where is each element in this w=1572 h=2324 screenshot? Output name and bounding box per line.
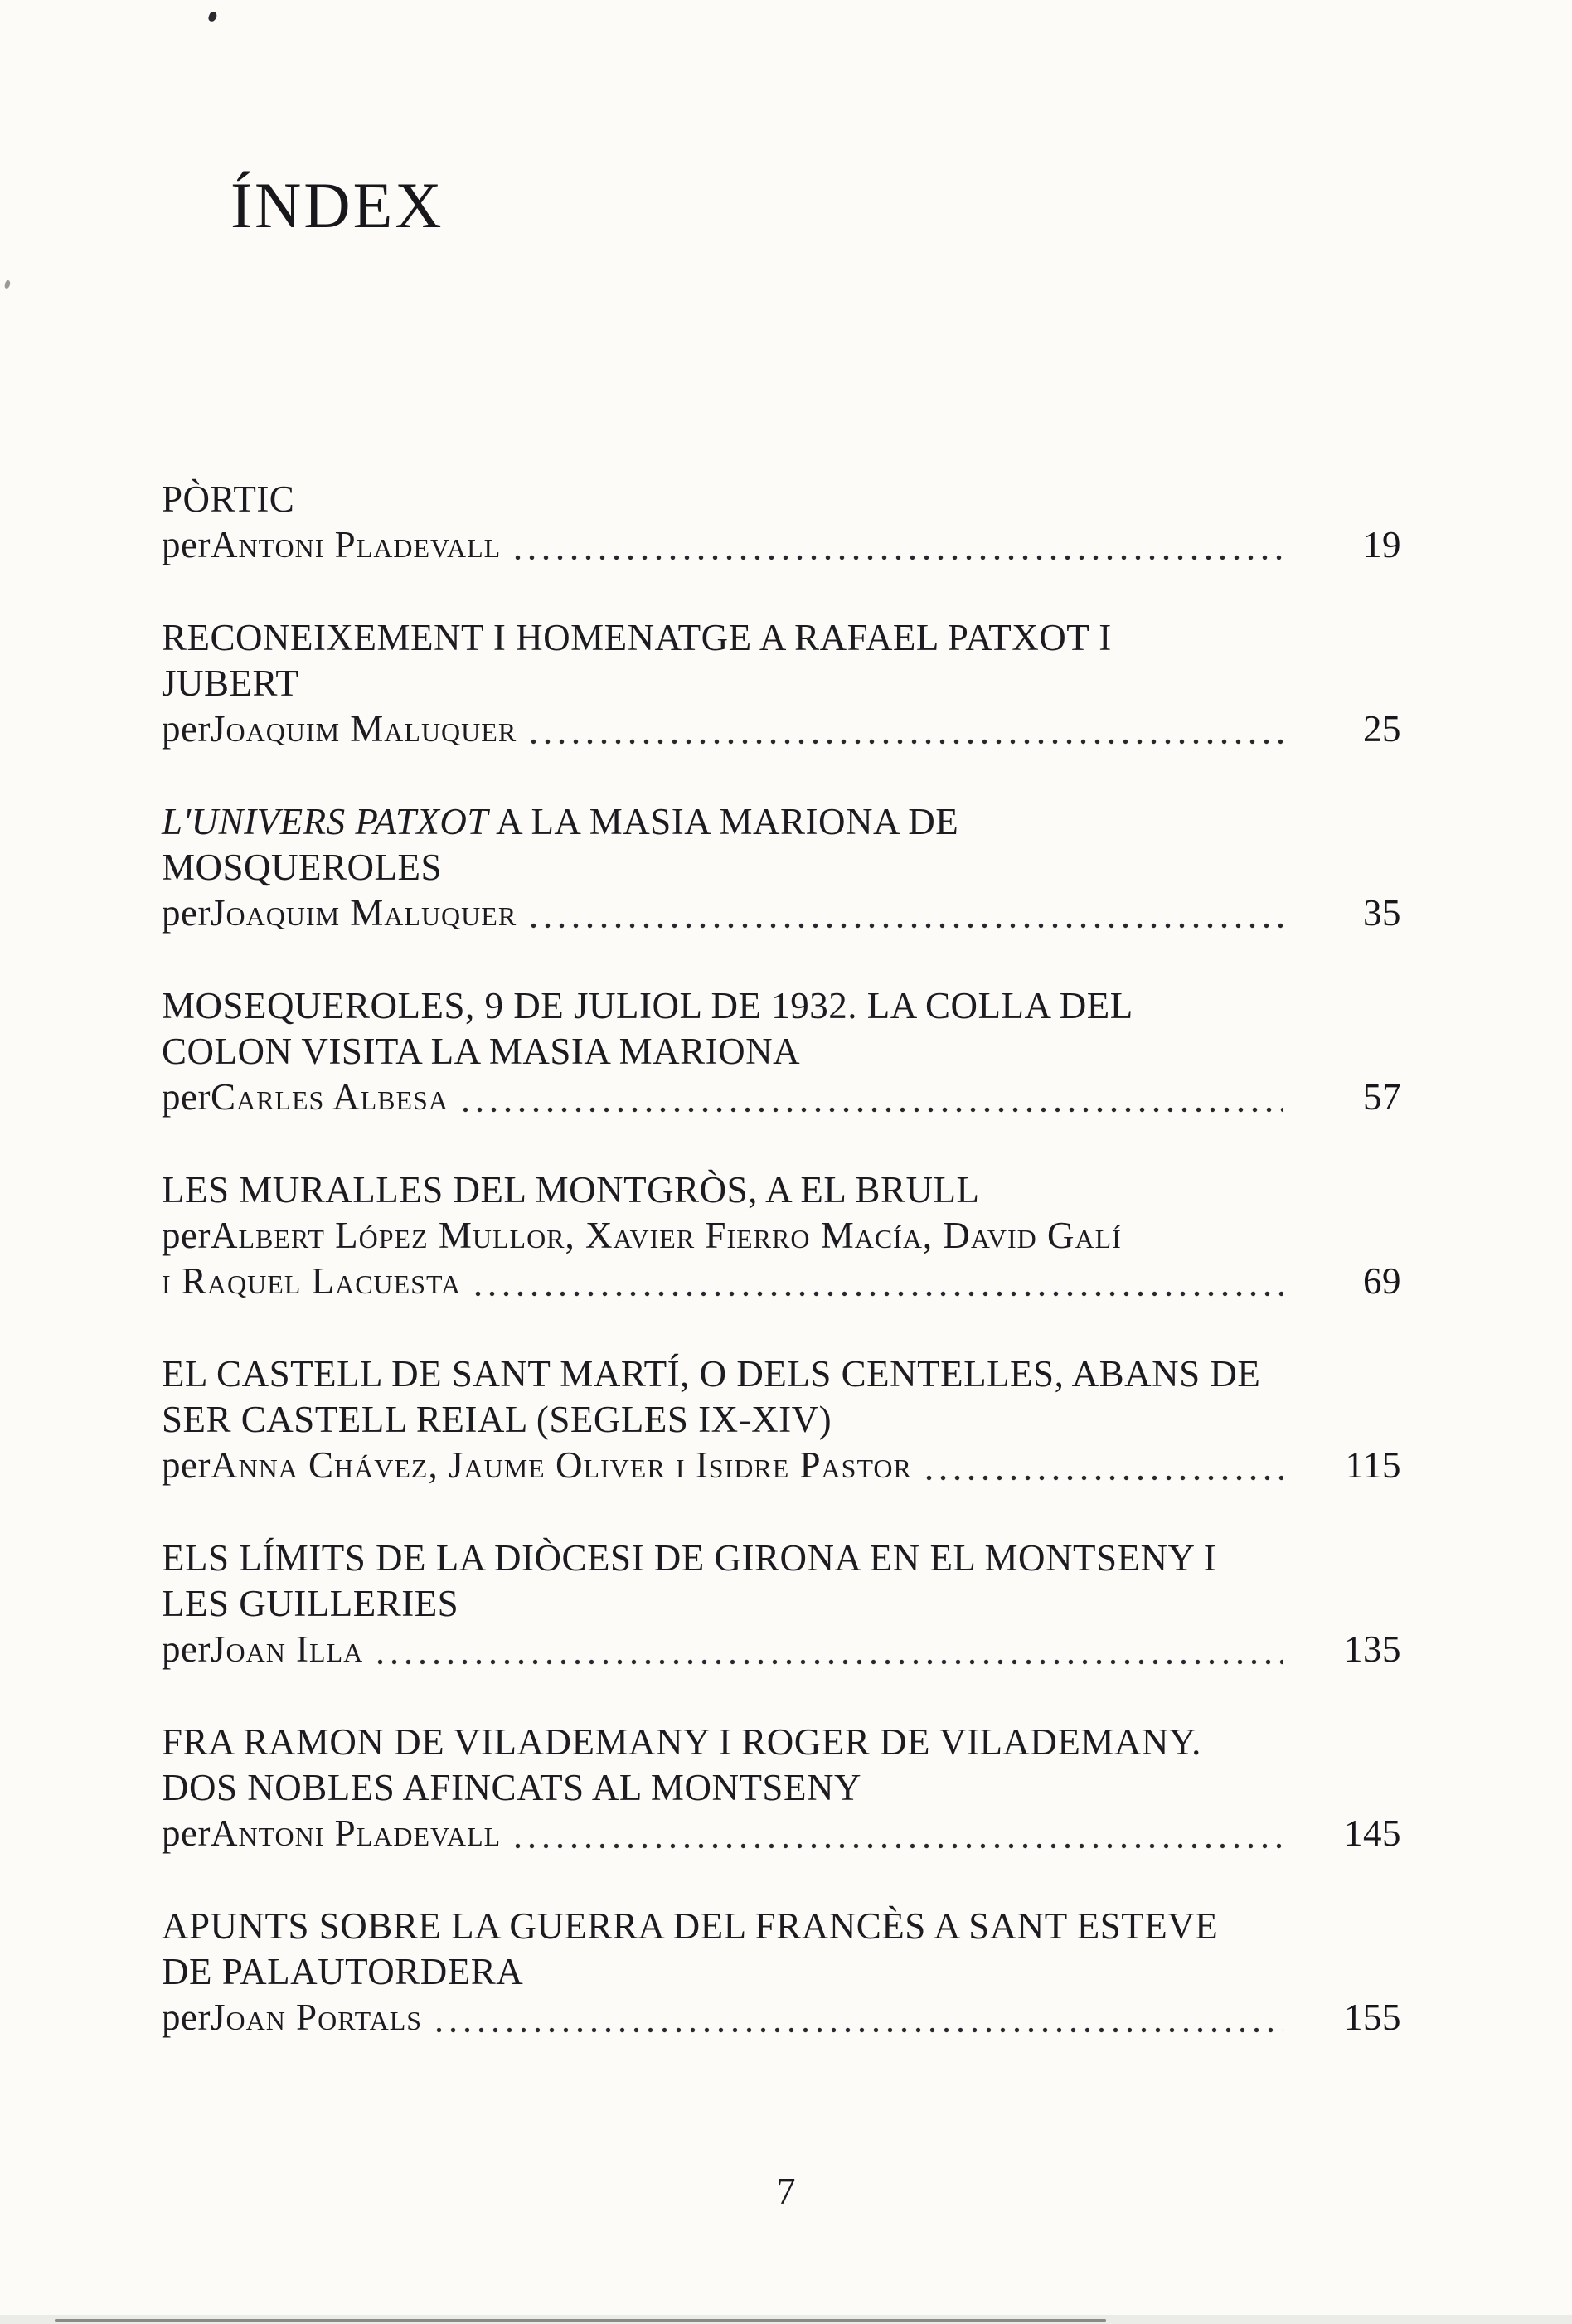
entry-title-text: DOS NOBLES AFINCATS AL MONTSENY [162,1767,861,1808]
toc-list [162,477,1401,2088]
entry-author-line [162,1075,1401,1120]
toc-entry [162,615,1401,752]
entry-title-text: APUNTS SOBRE LA GUERRA DEL FRANCÈS A SANT ESTEVE [162,1905,1219,1947]
entry-title-text: EL CASTELL DE SANT MARTÍ, O DELS CENTELLES, ABANS DE [162,1353,1261,1395]
entry-page-number: 69 [1363,1260,1401,1302]
entry-author-name: Albert López Mullor, Xavier Fierro Macía, David Galí [210,1215,1122,1256]
entry-author-name: Joaquim Maluquer [210,708,517,750]
toc-entry [162,1536,1401,1672]
entry-author-prefix: per [162,1444,211,1486]
entry-author-prefix: per [162,524,211,565]
entry-title-line [162,1720,1401,1765]
toc-entry [162,1904,1401,2040]
dot-leader [370,1627,1283,1672]
entry-author-name: Joan Illa [210,1628,364,1670]
toc-entry [162,477,1401,568]
entry-title-line [162,1581,1401,1627]
entry-page-number: 19 [1363,524,1401,565]
entry-page-number: 135 [1344,1628,1401,1670]
entry-title-text: SER CASTELL REIAL (SEGLES IX-XIV) [162,1399,832,1440]
entry-page-number: 57 [1363,1076,1401,1118]
entry-author-prefix: per [162,892,211,934]
entry-page-number: 115 [1345,1444,1401,1486]
entry-title-text: JUBERT [162,662,299,704]
entry-author-line [162,890,1401,936]
entry-author-prefix: per [162,1628,211,1670]
dot-leader [523,890,1283,936]
entry-title-text: L'UNIVERS PATXOT [162,801,488,842]
entry-author-name: Anna Chávez, Jaume Oliver i Isidre Pastor [210,1444,912,1486]
entry-author-prefix: per [162,1812,211,1854]
entry-page-number: 25 [1363,708,1401,750]
entry-title-text: MOSQUEROLES [162,847,443,888]
dot-leader [468,1259,1283,1304]
folio-page-number: 7 [776,2170,796,2212]
entry-title-line [162,1351,1401,1397]
entry-author-name: Joaquim Maluquer [210,892,517,934]
entry-author-line [162,1627,1401,1672]
entry-title-line [162,477,1401,522]
entry-title-line [162,615,1401,661]
toc-entry [162,983,1401,1120]
scan-speck [207,11,217,22]
entry-title-line [162,1536,1401,1581]
dot-leader [507,1811,1283,1856]
entry-title-text: DE PALAUTORDERA [162,1951,524,1992]
entry-author-line [162,1213,1401,1259]
entry-author-line [162,1811,1401,1856]
entry-title-text: ELS LÍMITS DE LA DIÒCESI DE GIRONA EN EL MONTSENY I [162,1537,1217,1579]
dot-leader [429,1995,1283,2040]
entry-title-text: MOSEQUEROLES, 9 DE JULIOL DE 1932. LA COLLA DEL [162,985,1133,1026]
entry-author-prefix: per [162,1076,211,1118]
entry-title-text: COLON VISITA LA MASIA MARIONA [162,1031,801,1072]
entry-title-line [162,1029,1401,1075]
entry-author-line [162,1443,1401,1488]
toc-entry [162,1720,1401,1856]
entry-page-number: 35 [1363,892,1401,934]
dot-leader [507,522,1283,568]
page-title: ÍNDEX [230,169,444,241]
scan-speck [4,279,11,289]
entry-author-name: Joan Portals [210,1997,423,2038]
entry-author-line [162,522,1401,568]
entry-author-name: Carles Albesa [210,1076,449,1118]
entry-title-line [162,983,1401,1029]
entry-title-line [162,799,1401,845]
toc-entry [162,799,1401,936]
entry-author-line [162,706,1401,752]
entry-title-line [162,1167,1401,1213]
entry-title-line [162,1765,1401,1811]
entry-title-text: PÒRTIC [162,478,295,520]
entry-title-line [162,845,1401,890]
scan-edge-line [55,2319,1106,2322]
entry-page-number: 145 [1344,1812,1401,1854]
entry-author-name: Antoni Pladevall [210,1812,502,1854]
entry-title-text: LES MURALLES DEL MONTGRÒS, A EL BRULL [162,1169,980,1211]
entry-author-prefix: per [162,1997,211,2038]
dot-leader [455,1075,1283,1120]
entry-page-number: 155 [1344,1997,1401,2038]
entry-title-line [162,1397,1401,1443]
entry-title-text: RECONEIXEMENT I HOMENATGE A RAFAEL PATXOT I [162,617,1112,658]
entry-title-text: A LA MASIA MARIONA DE [488,801,959,842]
entry-author-line [162,1259,1401,1304]
entry-author-line [162,1995,1401,2040]
entry-title-text: FRA RAMON DE VILADEMANY I ROGER DE VILADEMANY. [162,1721,1201,1763]
dot-leader [919,1443,1283,1488]
entry-author-prefix: per [162,708,211,750]
toc-entry [162,1351,1401,1488]
entry-title-line [162,661,1401,706]
entry-title-line [162,1949,1401,1995]
entry-title-text: LES GUILLERIES [162,1583,459,1624]
entry-author-name: Antoni Pladevall [210,524,502,565]
entry-title-line [162,1904,1401,1949]
entry-author-name: i Raquel Lacuesta [162,1260,462,1302]
dot-leader [523,706,1283,752]
toc-entry [162,1167,1401,1304]
entry-author-prefix: per [162,1215,211,1256]
